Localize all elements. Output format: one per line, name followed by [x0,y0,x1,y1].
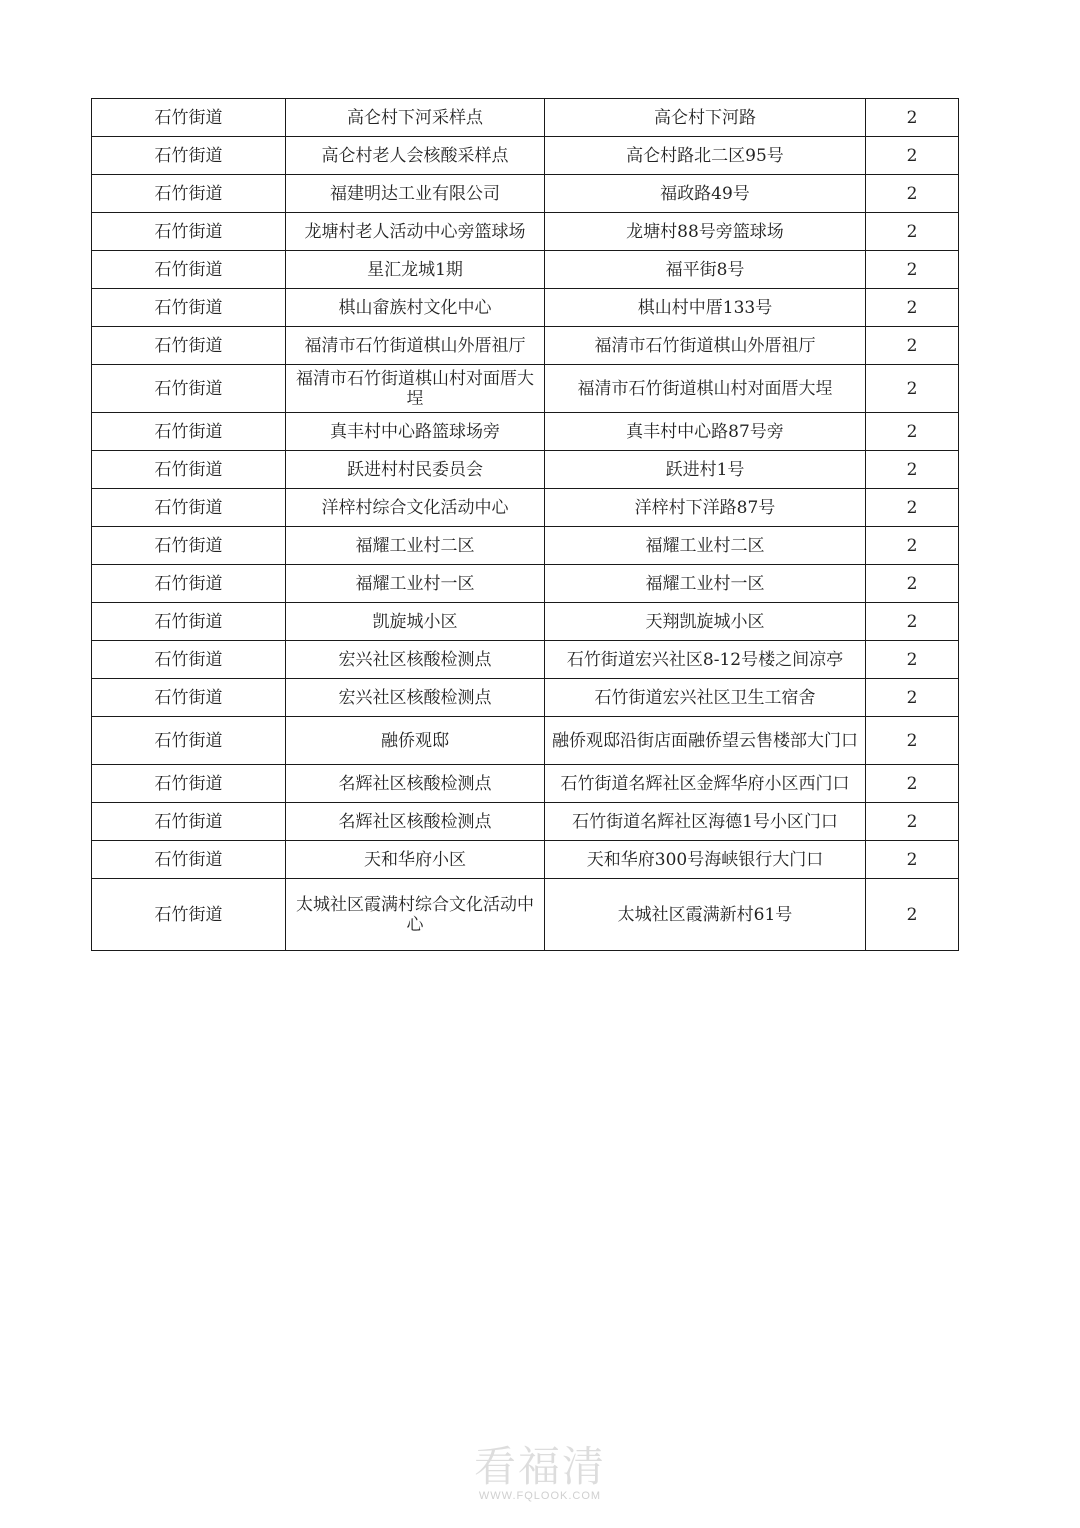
site-name-cell: 名辉社区核酸检测点 [286,803,545,841]
table-row [92,175,959,213]
street-cell: 石竹街道 [92,137,286,175]
count-cell: 2 [866,641,959,679]
table-row [92,213,959,251]
count-cell: 2 [866,251,959,289]
site-name-cell: 福清市石竹街道棋山外厝祖厅 [286,327,545,365]
site-name-cell: 福耀工业村一区 [286,565,545,603]
address-cell: 龙塘村88号旁篮球场 [545,213,866,251]
site-name-cell: 高仑村下河采样点 [286,99,545,137]
table-row [92,803,959,841]
site-name-cell: 凯旋城小区 [286,603,545,641]
street-cell: 石竹街道 [92,365,286,413]
street-cell: 石竹街道 [92,251,286,289]
site-name-cell: 星汇龙城1期 [286,251,545,289]
site-name-cell: 棋山畲族村文化中心 [286,289,545,327]
count-cell: 2 [866,289,959,327]
site-name-cell: 福耀工业村二区 [286,527,545,565]
street-cell: 石竹街道 [92,565,286,603]
address-cell: 天和华府300号海峡银行大门口 [545,841,866,879]
address-cell: 福平街8号 [545,251,866,289]
address-cell: 福耀工业村一区 [545,565,866,603]
street-cell: 石竹街道 [92,679,286,717]
count-cell: 2 [866,603,959,641]
count-cell: 2 [866,489,959,527]
table-row [92,879,959,951]
site-name-cell: 太城社区霞满村综合文化活动中心 [286,879,545,951]
address-cell: 高仑村路北二区95号 [545,137,866,175]
count-cell: 2 [866,213,959,251]
street-cell: 石竹街道 [92,327,286,365]
site-name-cell: 福清市石竹街道棋山村对面厝大埕 [286,365,545,413]
site-name-cell: 融侨观邸 [286,717,545,765]
street-cell: 石竹街道 [92,489,286,527]
count-cell: 2 [866,679,959,717]
table-body [92,99,959,951]
address-cell: 石竹街道宏兴社区卫生工宿舍 [545,679,866,717]
table-row [92,527,959,565]
address-cell: 棋山村中厝133号 [545,289,866,327]
count-cell: 2 [866,137,959,175]
site-name-cell: 宏兴社区核酸检测点 [286,641,545,679]
street-cell: 石竹街道 [92,175,286,213]
count-cell: 2 [866,717,959,765]
address-cell: 洋梓村下洋路87号 [545,489,866,527]
table-row [92,365,959,413]
street-cell: 石竹街道 [92,879,286,951]
count-cell: 2 [866,175,959,213]
count-cell: 2 [866,365,959,413]
table-row [92,765,959,803]
address-cell: 福清市石竹街道棋山村对面厝大埕 [545,365,866,413]
address-cell: 福政路49号 [545,175,866,213]
address-cell: 石竹街道名辉社区海德1号小区门口 [545,803,866,841]
table-row [92,841,959,879]
address-cell: 高仑村下河路 [545,99,866,137]
street-cell: 石竹街道 [92,603,286,641]
site-name-cell: 名辉社区核酸检测点 [286,765,545,803]
table-row [92,413,959,451]
count-cell: 2 [866,327,959,365]
address-cell: 融侨观邸沿街店面融侨望云售楼部大门口 [545,717,866,765]
address-cell: 太城社区霞满新村61号 [545,879,866,951]
street-cell: 石竹街道 [92,803,286,841]
count-cell: 2 [866,99,959,137]
address-cell: 真丰村中心路87号旁 [545,413,866,451]
watermark-url: WWW.FQLOOK.COM [478,1490,602,1502]
address-cell: 天翔凯旋城小区 [545,603,866,641]
count-cell: 2 [866,451,959,489]
street-cell: 石竹街道 [92,717,286,765]
count-cell: 2 [866,565,959,603]
site-name-cell: 天和华府小区 [286,841,545,879]
street-cell: 石竹街道 [92,841,286,879]
site-name-cell: 洋梓村综合文化活动中心 [286,489,545,527]
site-name-cell: 宏兴社区核酸检测点 [286,679,545,717]
street-cell: 石竹街道 [92,213,286,251]
address-cell: 福耀工业村二区 [545,527,866,565]
watermark [470,1444,610,1502]
address-cell: 福清市石竹街道棋山外厝祖厅 [545,327,866,365]
testing-sites-table [91,98,959,951]
site-name-cell: 真丰村中心路篮球场旁 [286,413,545,451]
street-cell: 石竹街道 [92,99,286,137]
count-cell: 2 [866,841,959,879]
address-cell: 跃进村1号 [545,451,866,489]
site-name-cell: 跃进村村民委员会 [286,451,545,489]
street-cell: 石竹街道 [92,641,286,679]
street-cell: 石竹街道 [92,289,286,327]
count-cell: 2 [866,765,959,803]
address-cell: 石竹街道宏兴社区8-12号楼之间凉亭 [545,641,866,679]
table-row [92,137,959,175]
site-name-cell: 福建明达工业有限公司 [286,175,545,213]
table-row [92,565,959,603]
address-cell: 石竹街道名辉社区金辉华府小区西门口 [545,765,866,803]
street-cell: 石竹街道 [92,451,286,489]
table-row [92,717,959,765]
table-row [92,679,959,717]
street-cell: 石竹街道 [92,765,286,803]
street-cell: 石竹街道 [92,527,286,565]
count-cell: 2 [866,803,959,841]
count-cell: 2 [866,879,959,951]
table-row [92,99,959,137]
count-cell: 2 [866,413,959,451]
table-row [92,327,959,365]
site-name-cell: 龙塘村老人活动中心旁篮球场 [286,213,545,251]
count-cell: 2 [866,527,959,565]
site-name-cell: 高仑村老人会核酸采样点 [286,137,545,175]
table-row [92,451,959,489]
table-row [92,641,959,679]
street-cell: 石竹街道 [92,413,286,451]
table-row [92,603,959,641]
table-row [92,289,959,327]
watermark-logo-text: 看福清 [473,1442,606,1491]
table-row [92,489,959,527]
table-row [92,251,959,289]
